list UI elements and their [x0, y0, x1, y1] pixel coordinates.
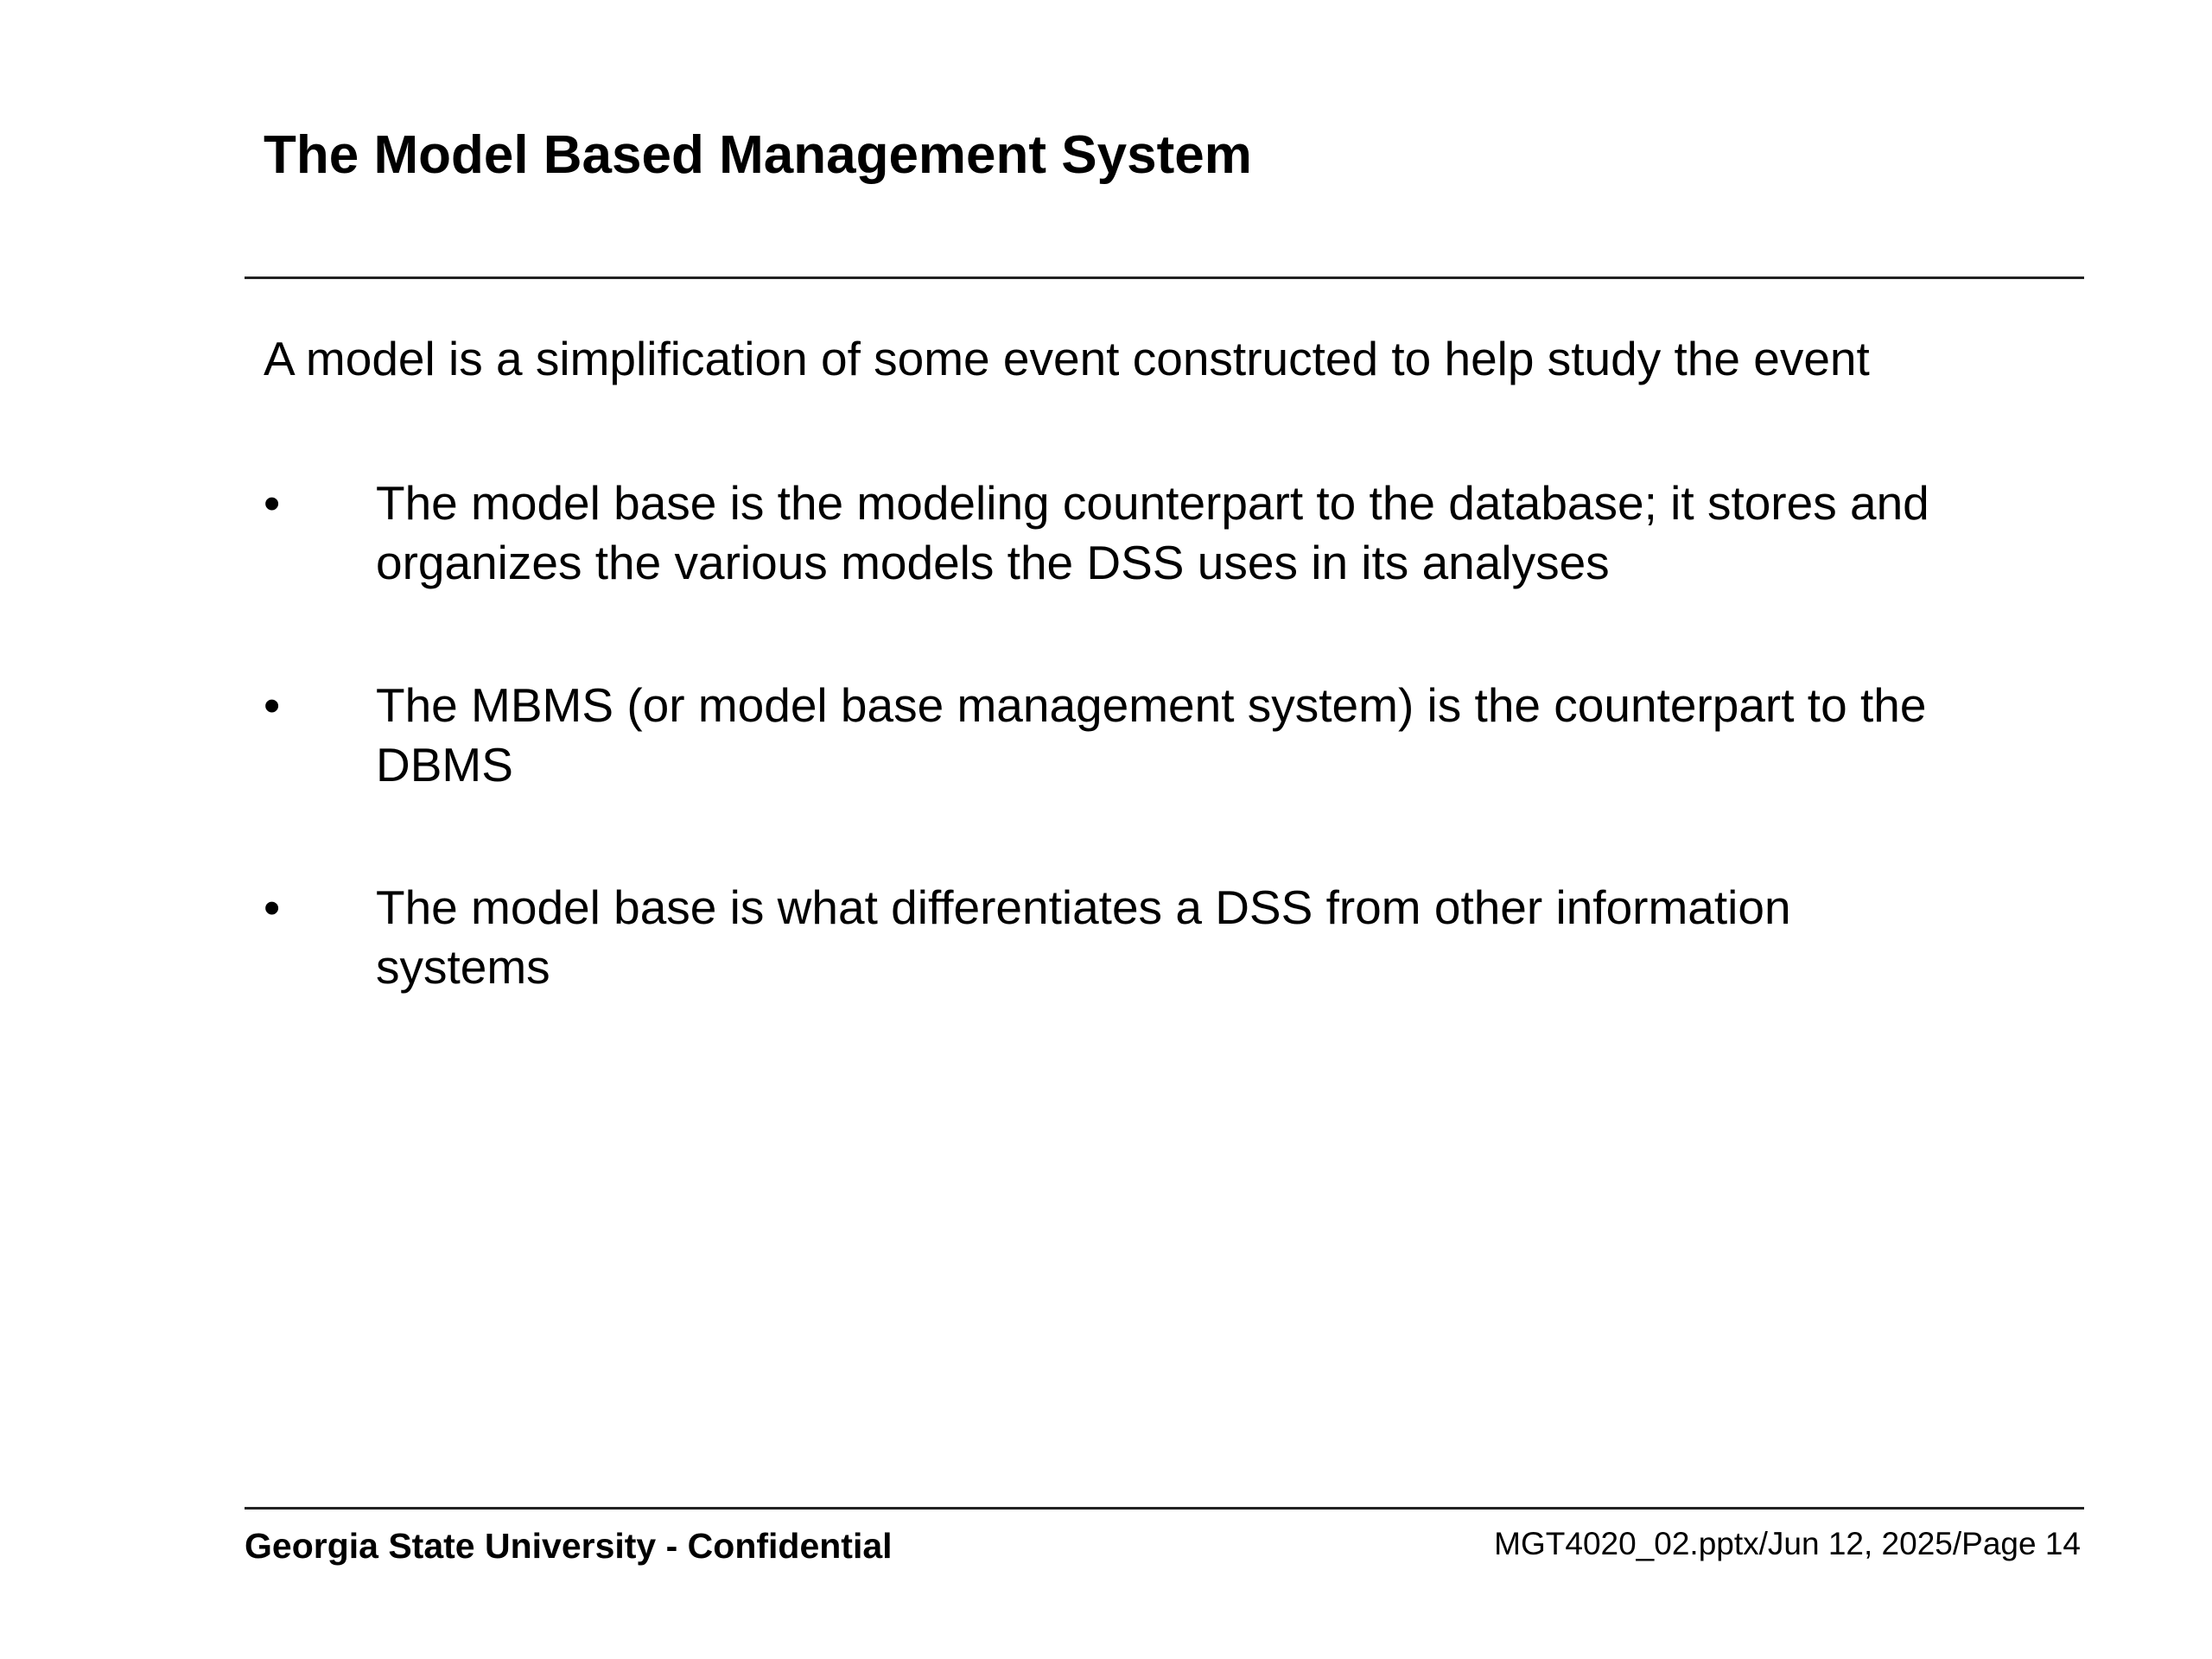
header-divider — [245, 276, 2084, 279]
footer-page-info: MGT4020_02.pptx/Jun 12, 2025/Page 14 — [1494, 1526, 2081, 1561]
footer-confidential-label: Georgia State University - Confidential — [245, 1526, 893, 1566]
bullet-item — [264, 878, 2078, 997]
slide-title: The Model Based Management System — [264, 125, 1252, 185]
bullet-text-line: The model base is the modeling counterpart to the database; it stores and — [376, 476, 1929, 530]
bullet-text — [376, 878, 2078, 997]
bullet-item — [264, 676, 2078, 795]
bullet-text-line: systems — [376, 940, 550, 994]
bullet-text-line: The model base is what differentiates a DSS from other information — [376, 880, 1791, 934]
intro-text: A model is a simplification of some event constructed to help study the event — [264, 332, 1870, 385]
bullet-dot-icon: • — [264, 476, 281, 530]
bullet-text — [376, 676, 2078, 795]
bullet-dot-icon: • — [264, 880, 281, 934]
bullet-text — [376, 474, 2078, 593]
bullet-list — [264, 474, 2078, 1080]
bullet-text-line: DBMS — [376, 738, 513, 791]
bullet-text-line: The MBMS (or model base management system) is the counterpart to the — [376, 678, 1927, 732]
footer-divider — [245, 1507, 2084, 1510]
bullet-dot-icon: • — [264, 678, 281, 732]
bullet-text-line: organizes the various models the DSS uses in its analyses — [376, 536, 1610, 589]
bullet-item — [264, 474, 2078, 593]
